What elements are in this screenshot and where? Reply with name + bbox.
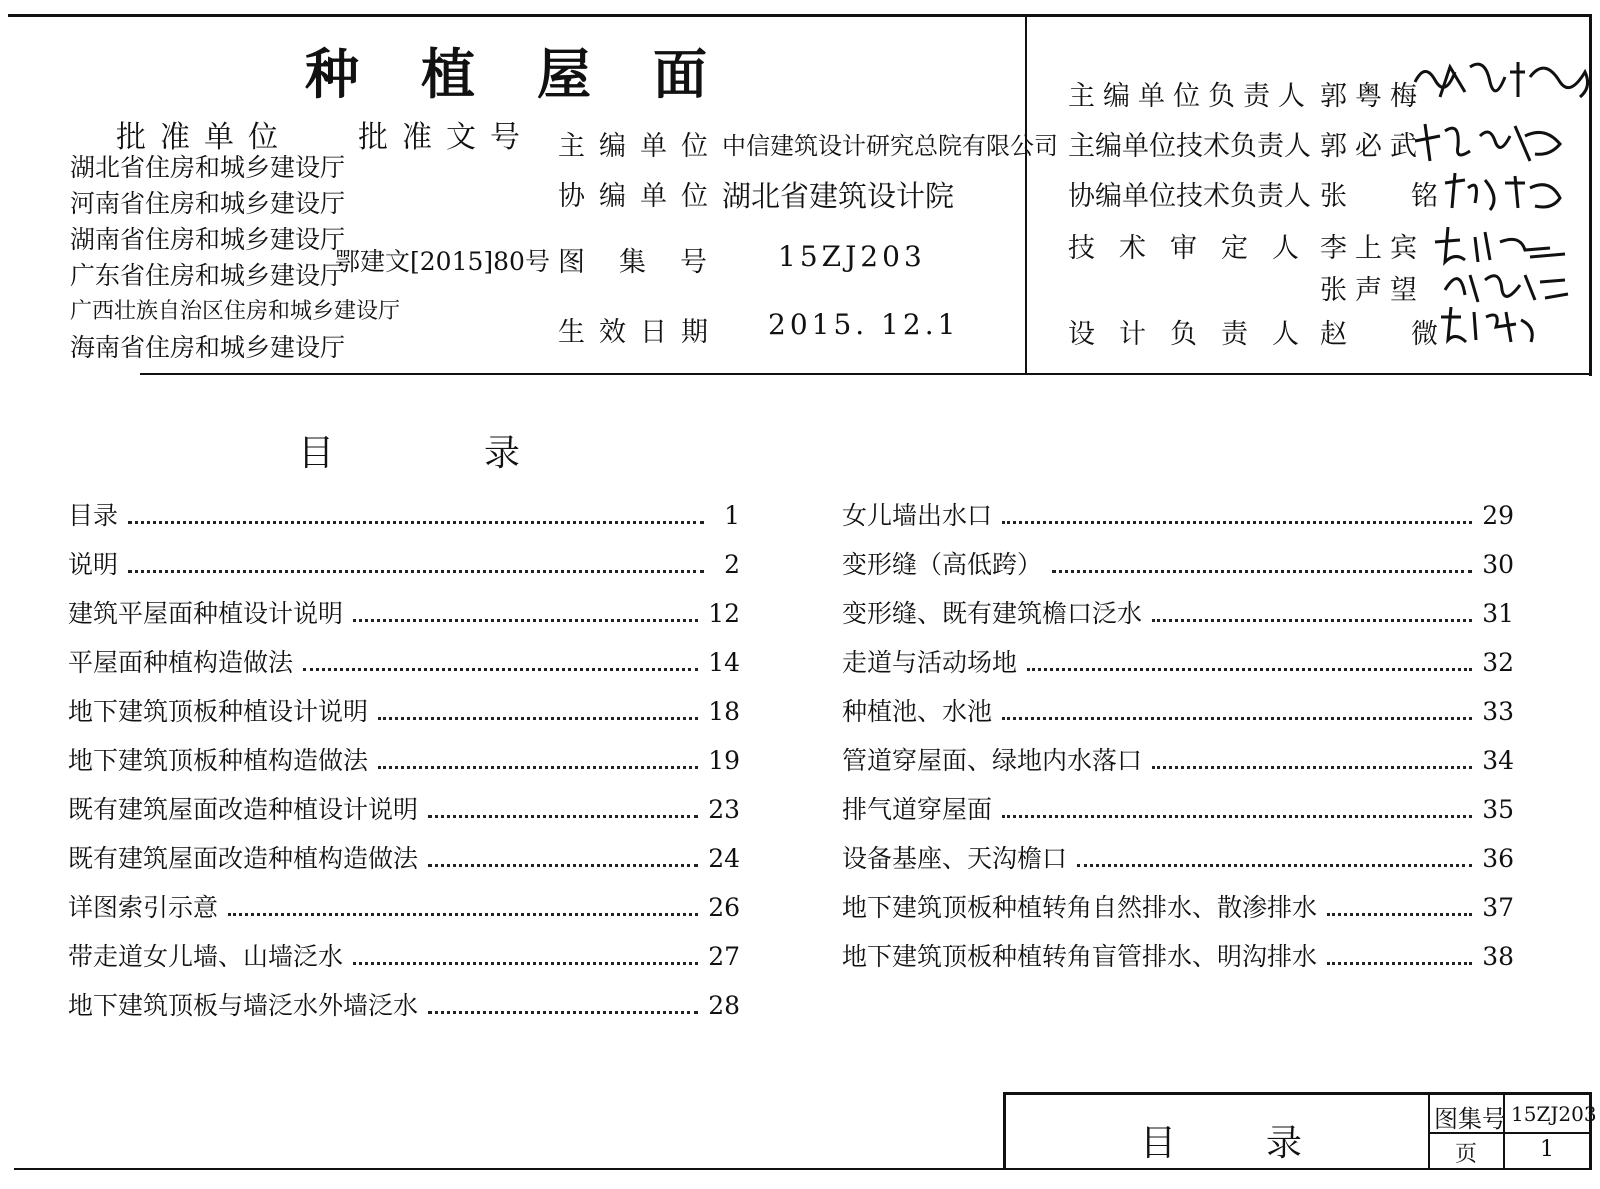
toc-entry-title: 变形缝、既有建筑檐口泛水 [842,599,1143,628]
toc-entry-title: 变形缝（高低跨） [842,550,1043,579]
dot-leader [378,766,698,769]
toc-entry-title: 设备基座、天沟檐口 [842,844,1068,873]
toc-entry-title: 管道穿屋面、绿地内水落口 [842,746,1143,775]
toc-entry[interactable] [842,839,1514,888]
toc-entry[interactable] [842,496,1514,545]
approval-unit-label: 批准单位 [116,120,292,155]
responsibility-name: 张声望 [1320,275,1425,306]
toc-entry[interactable] [68,692,740,741]
toc-entry-title: 排气道穿屋面 [842,795,993,824]
responsibility-row [1068,226,1588,262]
header-bottom-line [140,373,1592,375]
toc-entry-page: 2 [724,550,740,579]
toc-entry-title: 种植池、水池 [842,697,993,726]
toc-entry[interactable] [68,643,740,692]
responsibility-role: 主编单位负责人 [1068,81,1313,112]
responsibility-role: 协编单位技术负责人 [1068,181,1311,212]
toc-entry[interactable] [68,545,740,594]
dot-leader [428,864,698,867]
dot-leader [303,668,698,671]
toc-entry-page: 14 [708,648,740,677]
responsibility-name: 赵微 [1320,319,1502,350]
atlas-title: 种植屋面 [305,43,769,106]
signature-image [1440,260,1570,308]
responsibility-name: 李上宾 [1320,233,1425,264]
responsibility-row [1068,124,1588,160]
approval-unit: 广东省住房和城乡建设厅 [70,261,346,290]
responsibility-role: 设计负责人 [1068,319,1323,350]
toc-entry-page: 36 [1482,844,1514,873]
toc-entry-page: 1 [724,501,740,530]
dot-leader [1077,864,1472,867]
approval-doc-label: 批准文号 [358,120,534,155]
dot-leader [128,570,704,573]
toc-entry-page: 27 [708,942,740,971]
toc-entry-page: 26 [708,893,740,922]
toc-entry-title: 地下建筑顶板种植设计说明 [68,697,369,726]
chief-editor-value: 中信建筑设计研究总院有限公司 [722,132,1058,160]
toc-entry-title: 详图索引示意 [68,893,219,922]
responsibility-row [1068,312,1588,348]
toc-entry[interactable] [68,496,740,545]
dot-leader [1027,668,1472,671]
toc-entry-title: 地下建筑顶板种植构造做法 [68,746,369,775]
toc-entry-title: 女儿墙出水口 [842,501,993,530]
toc-entry[interactable] [842,594,1514,643]
dot-leader [1152,766,1472,769]
responsibility-name: 郭粤梅 [1320,81,1425,112]
toc-entry-page: 24 [708,844,740,873]
responsibility-row [1068,174,1588,210]
responsibility-name: 张铭 [1320,181,1502,212]
chief-editor-label: 主编单位 [558,131,722,162]
responsibility-role: 主编单位技术负责人 [1068,131,1311,162]
toc-entry[interactable] [68,839,740,888]
toc-entry-title: 说明 [68,550,119,579]
toc-entry-page: 38 [1482,942,1514,971]
title-block-title: 目录 [1140,1123,1393,1164]
toc-entry[interactable] [68,741,740,790]
dot-leader [128,521,704,524]
dot-leader [378,717,698,720]
toc-entry-title: 建筑平屋面种植设计说明 [68,599,344,628]
toc-heading: 目录 [298,433,671,474]
toc-entry-title: 地下建筑顶板种植转角盲管排水、明沟排水 [842,942,1318,971]
dot-leader [1327,962,1472,965]
dot-leader [228,913,698,916]
toc-entry[interactable] [842,692,1514,741]
toc-entry-title: 地下建筑顶板种植转角自然排水、散渗排水 [842,893,1318,922]
approval-unit: 湖南省住房和城乡建设厅 [70,225,346,254]
toc-entry-page: 29 [1482,501,1514,530]
dot-leader [1002,521,1472,524]
dot-leader [1327,913,1472,916]
dot-leader [353,962,698,965]
dot-leader [428,815,698,818]
effective-date-label: 生效日期 [558,317,722,348]
dot-leader [1152,619,1472,622]
toc-entry[interactable] [68,986,740,1035]
atlas-no-label: 图集号 [558,247,741,278]
toc-entry-title: 目录 [68,501,119,530]
toc-entry[interactable] [68,937,740,986]
co-editor-value: 湖北省建筑设计院 [722,179,955,213]
toc-left-column [68,496,740,1035]
dot-leader [1002,717,1472,720]
toc-entry-page: 23 [708,795,740,824]
responsibility-role: 技术审定人 [1068,233,1323,264]
toc-entry-title: 平屋面种植构造做法 [68,648,294,677]
page-cell-label: 页 [1455,1142,1478,1167]
signature-image [1410,52,1600,112]
responsibility-row [1068,74,1588,110]
atlas-no-cell-value: 15ZJ203 [1511,1102,1597,1126]
dot-leader [1052,570,1472,573]
toc-entry[interactable] [68,790,740,839]
frame-bottom-line [14,1168,1592,1170]
toc-entry-title: 地下建筑顶板与墙泛水外墙泛水 [68,991,419,1020]
toc-entry-title: 既有建筑屋面改造种植设计说明 [68,795,419,824]
approval-unit: 河南省住房和城乡建设厅 [70,189,346,218]
toc-entry[interactable] [68,888,740,937]
atlas-no-value: 15ZJ203 [778,240,926,273]
approval-unit: 海南省住房和城乡建设厅 [70,333,346,362]
toc-entry-page: 37 [1482,893,1514,922]
toc-entry[interactable] [842,741,1514,790]
toc-entry-page: 30 [1482,550,1514,579]
toc-entry-page: 33 [1482,697,1514,726]
toc-entry-page: 31 [1482,599,1514,628]
approval-doc-number: 鄂建文[2015]80号 [335,247,550,276]
toc-entry-page: 19 [708,746,740,775]
toc-entry[interactable] [842,790,1514,839]
responsibility-row [1068,268,1588,304]
signature-image [1440,168,1570,216]
frame-top-line [8,14,1592,17]
toc-entry-page: 12 [708,599,740,628]
page-cell-value: 1 [1540,1137,1554,1162]
dot-leader [428,1011,698,1014]
effective-date-value: 2015. 12.1 [768,308,960,341]
toc-entry-page: 35 [1482,795,1514,824]
toc-entry-title: 走道与活动场地 [842,648,1018,677]
toc-entry-page: 32 [1482,648,1514,677]
header-divider-line [1025,14,1027,375]
approval-unit: 广西壮族自治区住房和城乡建设厅 [70,299,401,324]
dot-leader [1002,815,1472,818]
toc-entry[interactable] [842,937,1514,986]
toc-entry-page: 34 [1482,746,1514,775]
toc-entry[interactable] [842,643,1514,692]
toc-entry[interactable] [842,888,1514,937]
toc-entry[interactable] [842,545,1514,594]
atlas-no-cell-label: 图集号 [1434,1105,1506,1133]
toc-entry-title: 带走道女儿墙、山墙泛水 [68,942,344,971]
co-editor-label: 协编单位 [558,181,722,212]
toc-entry-page: 28 [708,991,740,1020]
title-block-left-line [1003,1092,1006,1170]
toc-entry-page: 18 [708,697,740,726]
title-block-divider-line [1428,1092,1430,1170]
toc-entry[interactable] [68,594,740,643]
toc-entry-title: 既有建筑屋面改造种植构造做法 [68,844,419,873]
signature-image [1410,116,1570,168]
signature-image [1436,302,1546,348]
dot-leader [353,619,698,622]
responsibility-name: 郭必武 [1320,131,1425,162]
approval-unit: 湖北省住房和城乡建设厅 [70,153,346,182]
toc-right-column [842,496,1514,986]
